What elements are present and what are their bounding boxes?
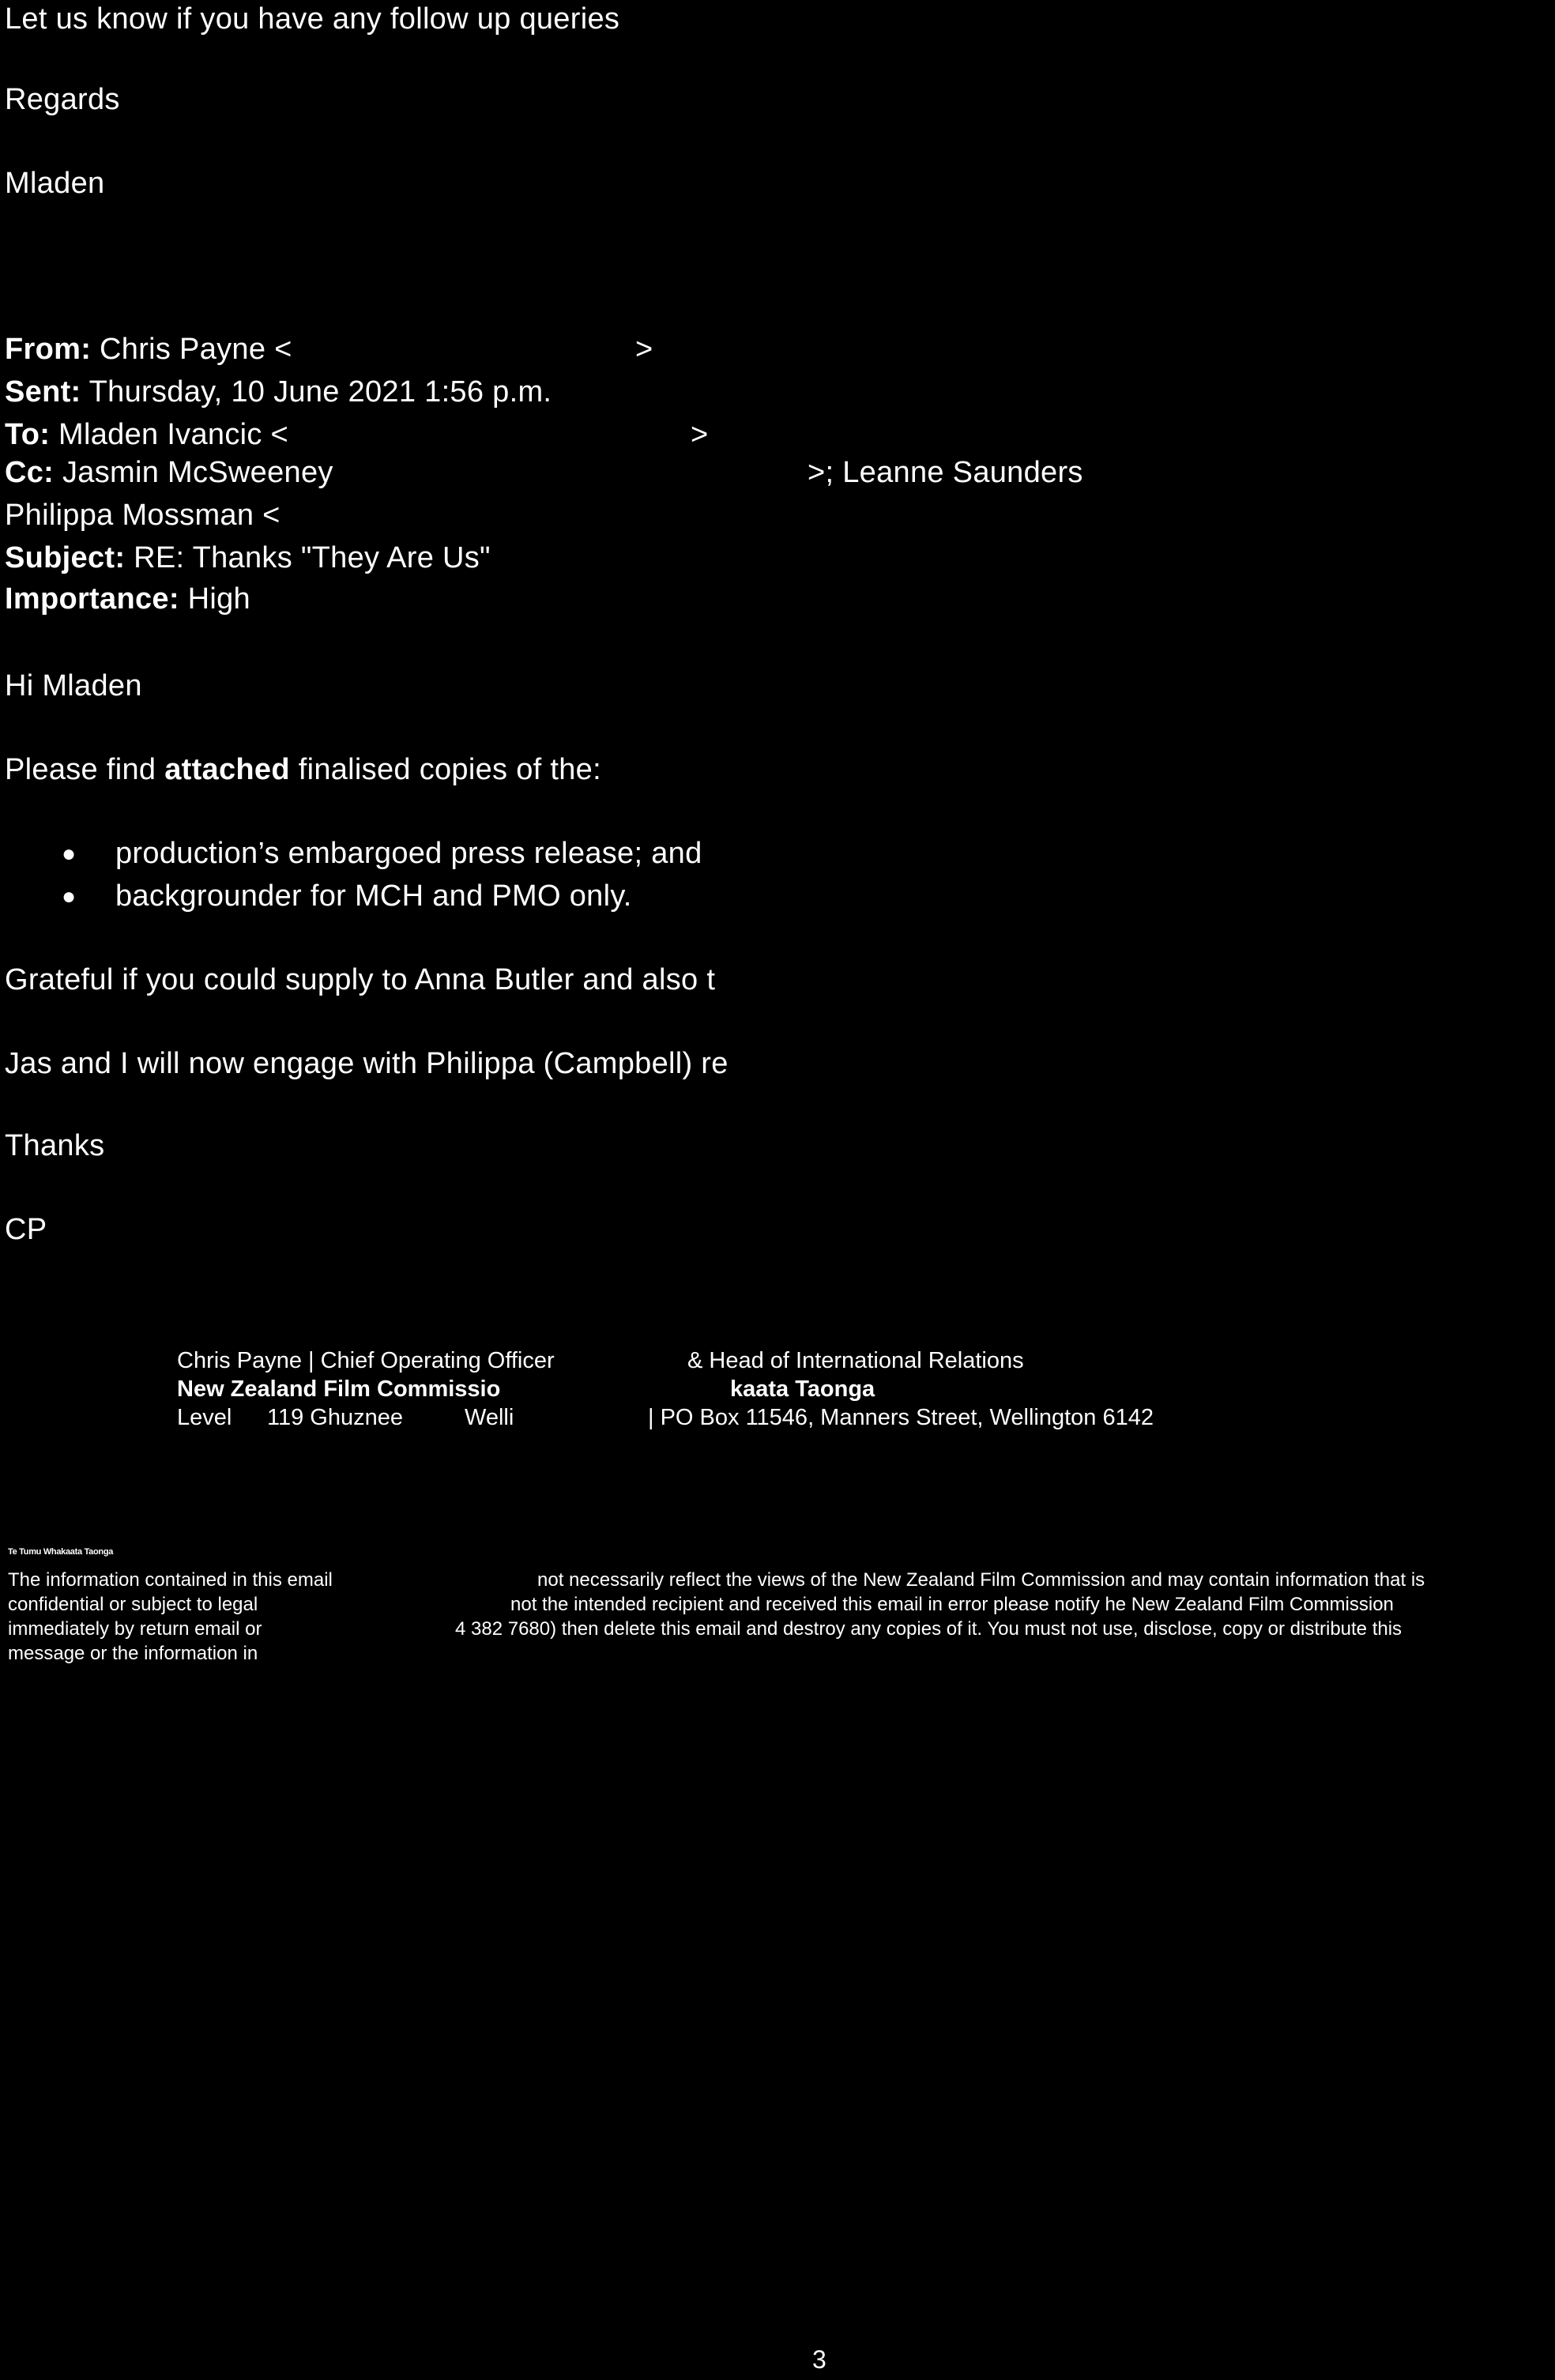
sent-label: Sent:: [5, 375, 81, 409]
disclaimer-line1-right: not necessarily reflect the views of the New Zealand Film Commission and may contain information that is: [537, 1569, 1425, 1591]
disclaimer-line3-left: immediately by return email or: [8, 1618, 262, 1640]
cc-line2: Philippa Mossman <: [5, 499, 281, 532]
bullet-dot-icon: ●: [62, 883, 77, 909]
importance-value: High: [187, 582, 250, 616]
from-close-bracket: >: [635, 333, 653, 366]
from-label: From:: [5, 333, 92, 366]
bullet-item: production’s embargoed press release; and: [115, 837, 702, 870]
signature-addr-po: | PO Box 11546, Manners Street, Wellington 6142: [648, 1405, 1154, 1430]
grateful-line: Grateful if you could supply to Anna Butler and also t: [5, 963, 716, 996]
sent-value: Thursday, 10 June 2021 1:56 p.m.: [88, 375, 552, 409]
signature-addr-street: 119 Ghuznee: [267, 1405, 403, 1430]
sender-name: Mladen: [5, 167, 105, 200]
cc-label: Cc:: [5, 456, 55, 489]
from-value: Chris Payne <: [100, 333, 292, 366]
page-number: 3: [812, 2345, 826, 2374]
disclaimer-line1-left: The information contained in this email: [8, 1569, 333, 1591]
jas-line: Jas and I will now engage with Philippa (Campbell) re: [5, 1047, 729, 1080]
thanks-line: Thanks: [5, 1129, 105, 1162]
cc-continued: >; Leanne Saunders: [808, 456, 1083, 489]
to-label: To:: [5, 418, 51, 451]
regards-line: Regards: [5, 83, 120, 116]
bullet-dot-icon: ●: [62, 841, 77, 867]
to-row: [5, 414, 288, 455]
subject-row: [5, 537, 491, 578]
signature-org-cont: kaata Taonga: [730, 1376, 875, 1402]
signature-org: New Zealand Film Commissio: [177, 1376, 501, 1402]
signature-name-title: Chris Payne | Chief Operating Officer: [177, 1348, 555, 1373]
find-attached-line: [5, 749, 601, 790]
signature-addr-city: Welli: [465, 1405, 514, 1430]
sent-row: [5, 371, 552, 412]
disclaimer-line2-right: not the intended recipient and received this email in error please notify he New Zealand Film Commission: [510, 1594, 1394, 1615]
importance-label: Importance:: [5, 582, 179, 616]
subject-value: RE: Thanks "They Are Us": [134, 541, 491, 574]
find-suffix: finalised copies of the:: [289, 753, 601, 786]
disclaimer-line2-left: confidential or subject to legal: [8, 1594, 258, 1615]
disclaimer-tiny-heading: Te Tumu Whakaata Taonga: [8, 1547, 114, 1557]
to-value: Mladen Ivancic <: [58, 418, 289, 451]
to-close-bracket: >: [691, 418, 709, 451]
signature-title-cont: & Head of International Relations: [687, 1348, 1024, 1373]
find-prefix: Please find: [5, 753, 165, 786]
initials-line: CP: [5, 1213, 47, 1246]
find-bold: attached: [164, 753, 290, 786]
cc-value: Jasmin McSweeney: [62, 456, 333, 489]
disclaimer-line3-right: 4 382 7680) then delete this email and destroy any copies of it. You must not use, disclose, copy or distribute this: [455, 1618, 1403, 1640]
bullet-item: backgrounder for MCH and PMO only.: [115, 879, 632, 913]
subject-label: Subject:: [5, 541, 126, 574]
followup-line: Let us know if you have any follow up queries: [5, 2, 620, 36]
from-row: [5, 329, 292, 370]
greeting: Hi Mladen: [5, 669, 142, 702]
cc-row: [5, 452, 333, 493]
disclaimer-line4-left: message or the information in: [8, 1643, 258, 1664]
signature-addr-level: Level: [177, 1405, 232, 1430]
importance-row: [5, 578, 250, 619]
